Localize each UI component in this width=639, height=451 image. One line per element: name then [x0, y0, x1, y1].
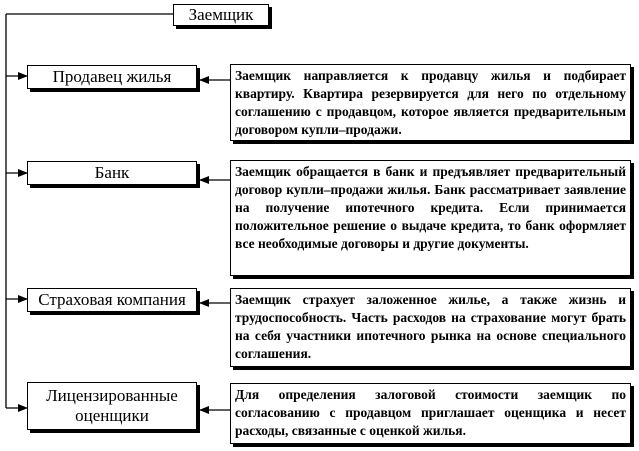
label-text: Банк — [94, 163, 130, 182]
label-box-bank — [27, 161, 197, 185]
title-box — [173, 4, 269, 26]
desc-text: Заемщик обращается в банк и предъявляет предварительный договор купли–продажи жилья. Банк рассматривает заявление на получение ипотечного кредита. Если принимается положительное решение о выдаче кредита, то банк оформляет все необходимые договоры и другие документы. — [235, 164, 626, 251]
label-text: Страховая компания — [38, 290, 186, 309]
label-box-insurance — [27, 288, 197, 312]
desc-text: Заемщик страхует заложенное жилье, а также жизнь и трудоспособность. Часть расходов на страхование могут брать на себя участники ипотечного рынка на основе специального соглашения. — [235, 292, 626, 361]
label-box-appraisers — [27, 382, 197, 430]
title-text: Заемщик — [188, 5, 254, 24]
desc-box-insurance — [230, 288, 631, 367]
desc-text: Для определения залоговой стоимости заемщик по согласованию с продавцом приглашает оценщика и несет расходы, связанные с оценкой жилья. — [235, 387, 626, 438]
desc-box-seller — [230, 64, 631, 141]
label-text: Продавец жилья — [52, 67, 172, 86]
desc-box-bank — [230, 160, 631, 276]
desc-box-appraisers — [230, 383, 631, 444]
desc-text: Заемщик направляется к продавцу жилья и подбирает квартиру. Квартира резервируется для него по отдельному соглашению с продавцом, которое является предварительным договором купли–продажи. — [235, 68, 626, 137]
label-box-seller — [27, 65, 197, 89]
label-text: Лицензированные оценщики — [46, 386, 178, 425]
